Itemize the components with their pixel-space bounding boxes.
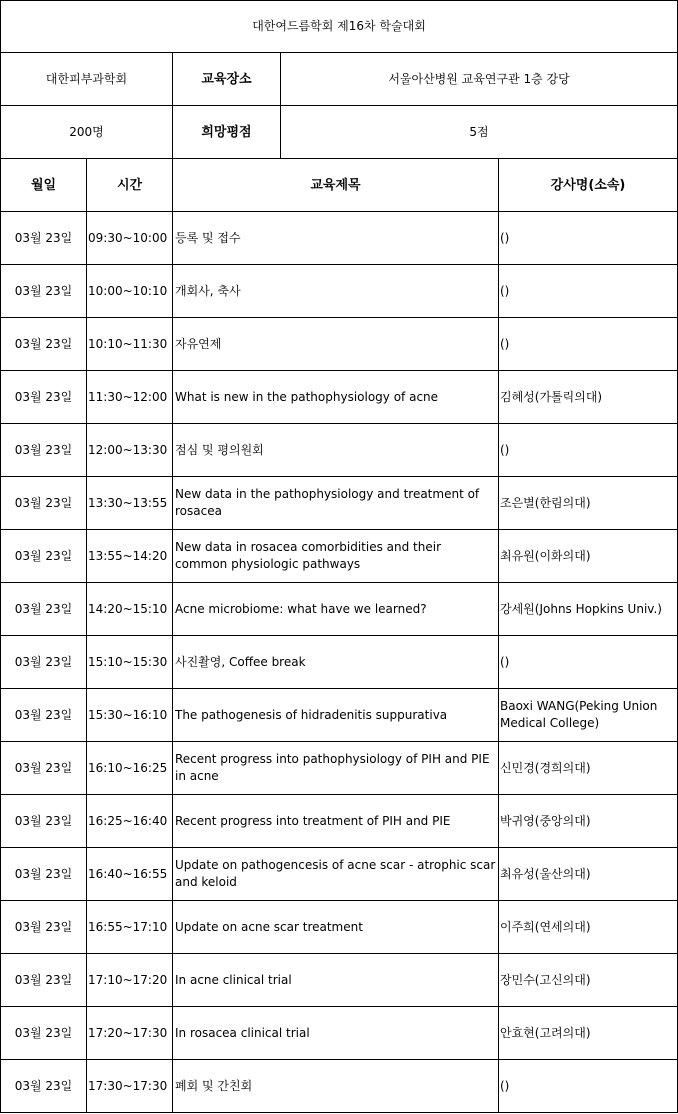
row-title: 사진촬영, Coffee break — [173, 636, 499, 689]
row-speaker: 신민경(경희의대) — [499, 742, 678, 795]
organizer: 대한피부과학회 — [1, 53, 173, 106]
row-title: Recent progress into pathophysiology of PIH and PIE in acne — [173, 742, 499, 795]
table-row — [1, 954, 678, 1007]
row-title: What is new in the pathophysiology of acne — [173, 371, 499, 424]
row-date: 03월 23일 — [1, 265, 87, 318]
table-row — [1, 848, 678, 901]
row-date: 03월 23일 — [1, 477, 87, 530]
row-date: 03월 23일 — [1, 901, 87, 954]
row-speaker: () — [499, 424, 678, 477]
row-date: 03월 23일 — [1, 212, 87, 265]
row-title: Update on acne scar treatment — [173, 901, 499, 954]
table-row — [1, 530, 678, 583]
row-date: 03월 23일 — [1, 636, 87, 689]
info-row-venue — [1, 53, 678, 106]
row-speaker: 안효현(고려의대) — [499, 1007, 678, 1060]
header-row — [1, 159, 678, 212]
row-date: 03월 23일 — [1, 530, 87, 583]
event-title: 대한여드름학회 제16차 학술대회 — [1, 1, 678, 53]
title-row — [1, 1, 678, 53]
row-time: 10:10~11:30 — [87, 318, 173, 371]
table-row — [1, 265, 678, 318]
row-date: 03월 23일 — [1, 954, 87, 1007]
row-title: New data in the pathophysiology and treatment of rosacea — [173, 477, 499, 530]
row-time: 16:55~17:10 — [87, 901, 173, 954]
row-time: 11:30~12:00 — [87, 371, 173, 424]
row-date: 03월 23일 — [1, 1007, 87, 1060]
table-row — [1, 371, 678, 424]
row-date: 03월 23일 — [1, 742, 87, 795]
table-row — [1, 901, 678, 954]
credits-value: 5점 — [281, 106, 678, 159]
row-time: 13:55~14:20 — [87, 530, 173, 583]
row-time: 14:20~15:10 — [87, 583, 173, 636]
table-row — [1, 742, 678, 795]
row-time: 10:00~10:10 — [87, 265, 173, 318]
row-time: 13:30~13:55 — [87, 477, 173, 530]
capacity: 200명 — [1, 106, 173, 159]
row-time: 16:25~16:40 — [87, 795, 173, 848]
info-row-capacity — [1, 106, 678, 159]
table-row — [1, 477, 678, 530]
row-date: 03월 23일 — [1, 583, 87, 636]
row-speaker: 이주희(연세의대) — [499, 901, 678, 954]
table-row — [1, 424, 678, 477]
row-title: 폐회 및 간친회 — [173, 1060, 499, 1113]
header-title: 교육제목 — [173, 159, 499, 212]
row-title: 개회사, 축사 — [173, 265, 499, 318]
table-row — [1, 795, 678, 848]
row-speaker: 김혜성(가톨릭의대) — [499, 371, 678, 424]
row-date: 03월 23일 — [1, 1060, 87, 1113]
row-speaker: 최유원(이화의대) — [499, 530, 678, 583]
row-time: 16:10~16:25 — [87, 742, 173, 795]
row-title: 점심 및 평의원회 — [173, 424, 499, 477]
venue-label: 교육장소 — [173, 53, 281, 106]
table-row — [1, 583, 678, 636]
row-title: 등록 및 접수 — [173, 212, 499, 265]
row-date: 03월 23일 — [1, 318, 87, 371]
row-time: 15:10~15:30 — [87, 636, 173, 689]
table-row — [1, 318, 678, 371]
row-title: Update on pathogencesis of acne scar - atrophic scar and keloid — [173, 848, 499, 901]
row-speaker: 최유성(울산의대) — [499, 848, 678, 901]
row-speaker: 박귀영(중앙의대) — [499, 795, 678, 848]
row-speaker: () — [499, 265, 678, 318]
row-speaker: 강세원(Johns Hopkins Univ.) — [499, 583, 678, 636]
credits-label: 희망평점 — [173, 106, 281, 159]
row-date: 03월 23일 — [1, 848, 87, 901]
row-speaker: 장민수(고신의대) — [499, 954, 678, 1007]
row-date: 03월 23일 — [1, 795, 87, 848]
row-speaker: Baoxi WANG(Peking Union Medical College) — [499, 689, 678, 742]
row-title: Acne microbiome: what have we learned? — [173, 583, 499, 636]
row-date: 03월 23일 — [1, 371, 87, 424]
row-title: Recent progress into treatment of PIH and PIE — [173, 795, 499, 848]
row-title: New data in rosacea comorbidities and their common physiologic pathways — [173, 530, 499, 583]
table-row — [1, 212, 678, 265]
header-time: 시간 — [87, 159, 173, 212]
table-row — [1, 1007, 678, 1060]
row-time: 12:00~13:30 — [87, 424, 173, 477]
row-time: 16:40~16:55 — [87, 848, 173, 901]
row-time: 17:20~17:30 — [87, 1007, 173, 1060]
row-title: In acne clinical trial — [173, 954, 499, 1007]
row-title: In rosacea clinical trial — [173, 1007, 499, 1060]
venue-value: 서울아산병원 교육연구관 1층 강당 — [281, 53, 678, 106]
header-date: 월일 — [1, 159, 87, 212]
row-time: 15:30~16:10 — [87, 689, 173, 742]
row-speaker: () — [499, 212, 678, 265]
row-time: 09:30~10:00 — [87, 212, 173, 265]
row-speaker: () — [499, 636, 678, 689]
table-row — [1, 1060, 678, 1113]
table-row — [1, 689, 678, 742]
row-time: 17:10~17:20 — [87, 954, 173, 1007]
row-date: 03월 23일 — [1, 689, 87, 742]
row-speaker: () — [499, 1060, 678, 1113]
row-speaker: () — [499, 318, 678, 371]
header-speaker: 강사명(소속) — [499, 159, 678, 212]
table-row — [1, 636, 678, 689]
row-title: 자유연제 — [173, 318, 499, 371]
row-time: 17:30~17:30 — [87, 1060, 173, 1113]
row-title: The pathogenesis of hidradenitis suppurativa — [173, 689, 499, 742]
row-date: 03월 23일 — [1, 424, 87, 477]
row-speaker: 조은별(한림의대) — [499, 477, 678, 530]
